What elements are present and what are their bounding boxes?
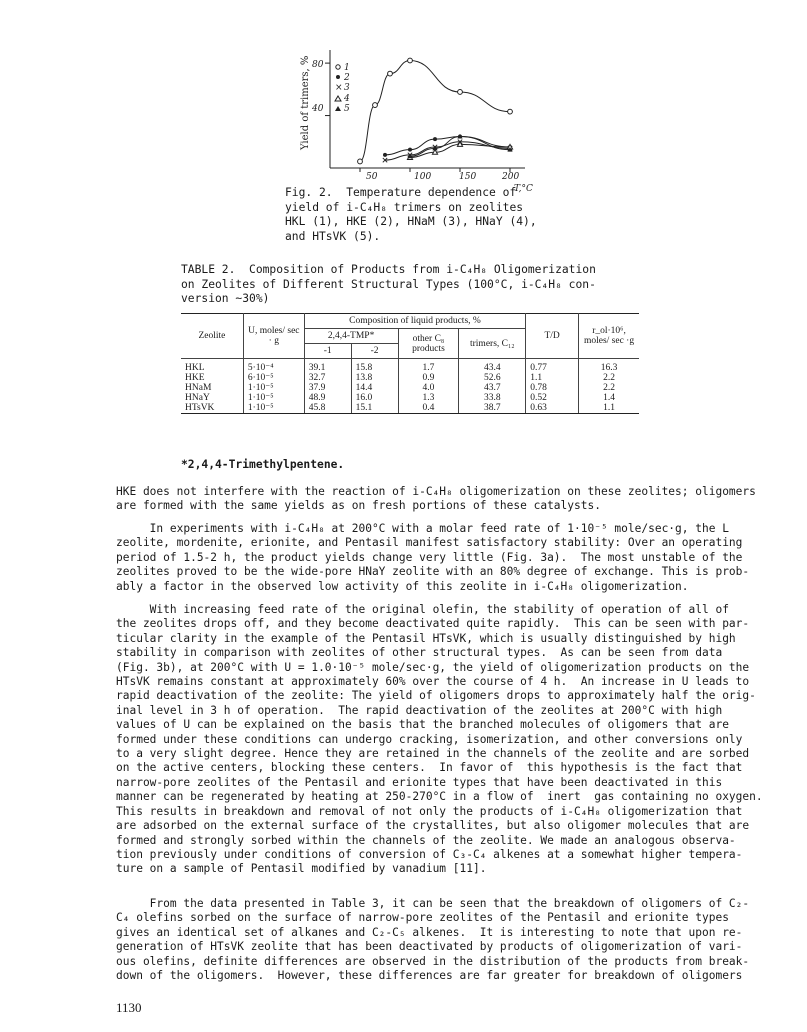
body-paragraph: HKE does not interfere with the reaction of i-C₄H₈ oligomerization on these zeolites; oligomers are formed with the same yields as on fresh portions of these catalysts. [116,485,756,513]
cell-tmp1: 37.9 [304,383,351,393]
cell-trimers: 43.7 [459,383,526,393]
table-row [181,393,639,403]
cell-u: 1·10⁻⁵ [243,383,304,393]
cell-td: 0.52 [526,393,579,403]
cell-other: 0.4 [398,403,459,414]
data-point-series-1 [458,90,463,95]
data-point-series-1 [408,58,413,63]
cell-u: 1·10⁻⁵ [243,393,304,403]
legend-entry-3: 3 [344,83,350,93]
cell-tmp1: 45.8 [304,403,351,414]
table-caption: TABLE 2. Composition of Products from i-C₄H₈ Oligomerization on Zeolites of Different Structural Types (100°C, i-C₄H₈ con- version ~30%) [181,263,596,305]
cell-trimers: 33.8 [459,393,526,403]
cell-rate: 16.3 [579,359,639,374]
x-axis-label: T,°C [514,184,533,194]
cell-zeolite: HNaM [185,383,212,393]
legend-entry-4: 4 [344,94,350,104]
cell-tmp2: 14.4 [351,383,398,393]
chart-legend [335,63,350,114]
body-paragraph: In experiments with i-C₄H₈ at 200°C with a molar feed rate of 1·10⁻⁵ mole/sec·g, the L zeolite, mordenite, erionite, and Pentasil manifest satisfactory stability: Over an operating period of 1.5-2 h, the product yields change very little (Fig. 3a). The most unstable of the zeolites proved to be the wide-pore HNaY zeolite with an 80% degree of exchange. This is prob- ably a factor in the observed low activity of this zeolite in i-C₄H₈ oligomerization. [116,522,750,593]
cell-tmp2: 15.8 [351,359,398,374]
table-row [181,383,639,393]
cell-td: 0.63 [526,403,579,414]
data-point-series-4 [457,142,462,147]
cell-td: 0.77 [526,359,579,374]
cell-rate: 1.1 [579,403,639,414]
header-composition: Composition of liquid products, % [304,314,525,329]
x-tick-label-100: 100 [414,172,432,182]
body-paragraph: With increasing feed rate of the original olefin, the stability of operation of all of the zeolites drops off, and they become deactivated quite rapidly. This can be seen with par- ticular clarity in the example of the Pentasil HTsVK, which is usually distinguished by high stability in comparison with zeolites of other structural types. As can be seen from data (Fig. 3b), at 200°C with U = 1.0·10⁻⁵ mole/sec·g, the yield of oligomerization products on the HTsVK remains constant at approximately 60% over the course of 4 h. An increase in U leads to rapid deactivation of the zeolite: The yield of oligomers drops to approximately half the orig- inal level in 3 h of operation. The rapid deactivation of the zeolites at 200°C with high values of U can be explained on the basis that the branched molecules of oligomers that are formed under these conditions can undergo cracking, isomerization, and other conversions only to a very slight degree. Hence they are retained in the channels of the zeolite and are sorbed on the active centers, blocking these centers. In favor of this hypothesis is the fact that narrow-pore zeolites of the Pentasil and erionite types that have been deactivated in this manner can be regenerated by heating at 250-270°C in a flow of inert gas containing no oxygen. This results in breakdown and removal of not only the products of i-C₄H₈ oligomerization that are adsorbed on the external surface of the crystallites, but also oligomer molecules that are formed and strongly sorbed within the channels of the zeolite. We made an analogous observa- tion previously under conditions of conversion of C₃-C₄ alkenes at a somewhat higher tempera- ture on a sample of Pentasil modified by vanadium [11]. [116,603,763,876]
cell-td: 0.78 [526,383,579,393]
cell-rate: 2.2 [579,383,639,393]
cell-td: 1.1 [526,373,579,383]
header-td: T/D [526,314,579,359]
header-tmp-2: -2 [351,344,398,359]
cell-other: 0.9 [398,373,459,383]
figure-caption: Fig. 2. Temperature dependence of yield of i-C₄H₈ trimers on zeolites HKL (1), HKE (2), HNaM (3), HNaY (4), and HTsVK (5). [285,186,537,243]
header-tmp-1: -1 [304,344,351,359]
data-point-series-4 [432,150,437,155]
svg-text:×: × [335,83,343,93]
cell-tmp2: 16.0 [351,393,398,403]
composition-table [181,313,639,414]
y-tick-label-80: 80 [312,60,324,70]
cell-zeolite: HKE [185,373,205,383]
table-footnote: *2,4,4-Trimethylpentene. [181,458,345,471]
body-paragraph: From the data presented in Table 3, it can be seen that the breakdown of oligomers of C₂- C₄ olefins sorbed on the surface of narrow-pore zeolites of the Pentasil and erionite types gives an identical set of alkanes and C₂-C₅ alkenes. It is interesting to note that upon re- generation of HTsVK zeolite that has been deactivated by products of oligomerization of vari- ous olefins, definite differences are observed in the distribution of the products from break- down of the oligomers. However, these differences are far greater for breakdown of oligomers [116,897,750,983]
data-point-series-2 [433,137,437,141]
cell-other: 4.0 [398,383,459,393]
header-zeolite: Zeolite [181,314,243,359]
header-other: other C₈ products [398,329,459,359]
cell-zeolite: HTsVK [181,403,243,414]
x-tick-label-50: 50 [366,172,378,182]
legend-entry-1: 1 [344,63,350,73]
cell-zeolite: HKL [185,363,205,373]
page-number: 1130 [116,1000,142,1015]
data-point-series-1 [358,159,363,164]
header-tmp: 2,4,4-TMP* [304,329,398,344]
cell-zeolite: HNaY [185,393,210,403]
header-u: U, moles/ sec · g [243,314,304,359]
table-row [181,359,639,374]
legend-entry-5: 5 [344,104,350,114]
x-tick-label-150: 150 [459,172,477,182]
cell-tmp2: 13.8 [351,373,398,383]
data-point-series-1 [508,109,513,114]
cell-tmp1: 32.7 [304,373,351,383]
trimer-yield-figure [290,40,540,200]
cell-trimers: 43.4 [459,359,526,374]
header-trimers: trimers, C₁₂ [459,329,526,359]
data-point-series-1 [373,103,378,108]
cell-trimers: 52.6 [459,373,526,383]
legend-entry-2: 2 [344,73,350,83]
data-point-series-1 [388,71,393,76]
trimer-yield-chart [290,40,540,200]
table-row [181,403,639,414]
cell-trimers: 38.7 [459,403,526,414]
cell-tmp2: 15.1 [351,403,398,414]
y-axis-label: Yield of trimers, % [300,55,311,150]
x-tick-label-200: 200 [502,172,520,182]
data-point-series-2 [383,153,387,157]
y-tick-label-40: 40 [312,104,324,114]
header-rate: r_ol·10⁶, moles/ sec ·g [579,314,639,359]
table-row [181,373,639,383]
data-point-series-2 [408,148,412,152]
cell-rate: 2.2 [579,373,639,383]
cell-u: 1·10⁻⁵ [243,403,304,414]
chart-marks [358,58,513,164]
cell-tmp1: 48.9 [304,393,351,403]
cell-other: 1.7 [398,359,459,374]
cell-u: 6·10⁻⁵ [243,373,304,383]
cell-u: 5·10⁻⁴ [243,359,304,374]
cell-other: 1.3 [398,393,459,403]
cell-rate: 1.4 [579,393,639,403]
cell-tmp1: 39.1 [304,359,351,374]
